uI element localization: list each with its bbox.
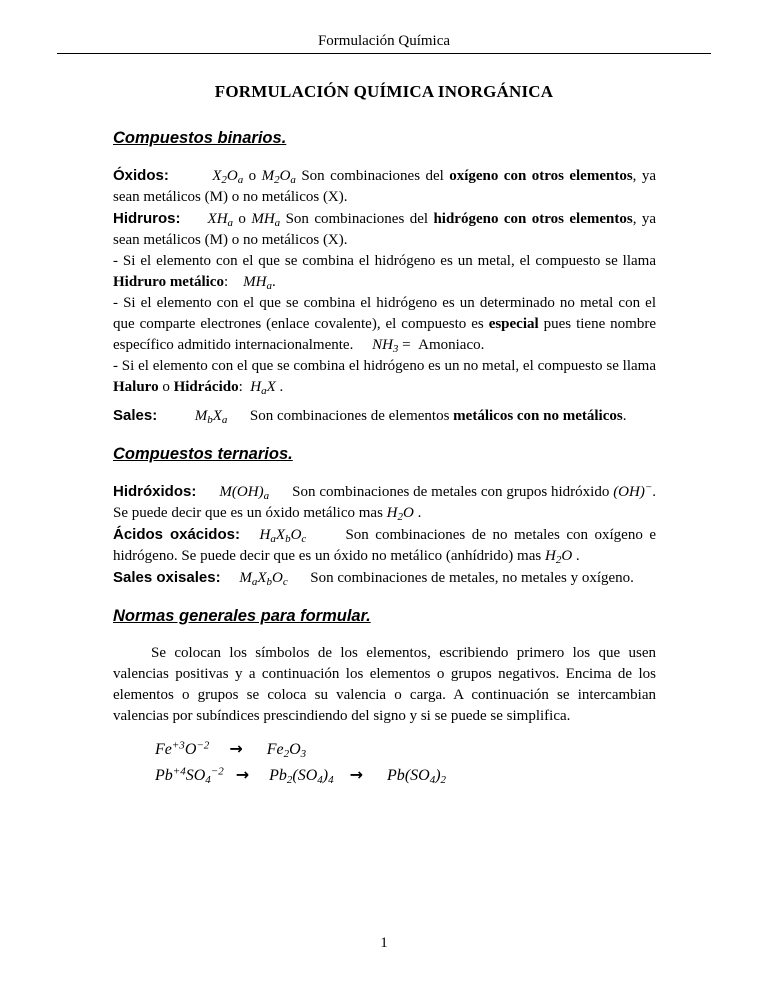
- paragraph: [113, 356, 656, 398]
- math-text-run: O: [279, 168, 291, 184]
- section-heading-compuestos-ternarios: Compuestos ternarios.: [113, 445, 293, 463]
- paragraph: [113, 524, 656, 567]
- sup-text-run: −: [644, 481, 653, 494]
- formula-line: [155, 736, 656, 762]
- plain-text-run: Se colocan los símbolos de los elementos, escribiendo primero los que usen valencias positivas y a continuación los elementos o grupos negativos. Encima de los elementos o grupos se coloca su valencia o carga. A continuación se intercambian valencias por subíndices prescindiendo del signo y si se puede se simplifica.: [113, 645, 656, 724]
- label-text-run: Sales oxisales:: [113, 569, 221, 586]
- plain-text-run: [196, 484, 219, 500]
- page-header: [57, 33, 711, 54]
- section-heading-normas-generales: Normas generales para formular.: [113, 607, 371, 625]
- math-text-run: O: [226, 168, 238, 184]
- math-text-run: O: [289, 741, 301, 758]
- math-text-run: X: [257, 570, 267, 586]
- page-number: 1: [380, 935, 388, 951]
- plain-text-run: [249, 767, 269, 784]
- math-text-run: Pb: [387, 767, 405, 784]
- plain-text-run: [181, 211, 208, 227]
- plain-text-run: [221, 570, 240, 586]
- sub-text-run: 2: [274, 174, 280, 186]
- plain-text-run: .: [275, 379, 284, 395]
- sub-text-run: 4: [429, 774, 436, 786]
- arrow-text-run: →: [229, 739, 243, 758]
- plain-text-run: , ya sean metálicos (M) o no metálicos (X).: [113, 211, 657, 248]
- section-compuestos-binarios: [113, 129, 656, 427]
- plain-text-run: [269, 484, 292, 500]
- paragraph: [113, 567, 656, 589]
- document-title: FORMULACIÓN QUÍMICA INORGÁNICA: [214, 82, 554, 101]
- plain-text-run: Son combinaciones de no metales con oxígeno e hidrógeno. Se puede decir que es un óxido no metálico (anhídrido) mas: [113, 527, 657, 564]
- math-text-run: (SO: [404, 767, 430, 784]
- plain-text-run: [243, 741, 267, 758]
- plain-text-run: [209, 741, 229, 758]
- math-text-run: H: [386, 505, 398, 521]
- plain-text-run: Son combinaciones de metales con grupos hidróxido: [292, 484, 614, 500]
- plain-text-run: [288, 570, 311, 586]
- label-text-run: Hidróxidos:: [113, 483, 197, 500]
- paragraph: [113, 251, 656, 293]
- sup-text-run: +3: [171, 739, 185, 752]
- plain-text-run: [306, 527, 345, 543]
- paragraph: [113, 405, 656, 427]
- sub-text-run: a: [227, 217, 234, 229]
- plain-text-run: llama: [622, 358, 656, 374]
- document-body: [113, 129, 656, 788]
- math-text-run: M: [239, 570, 252, 586]
- math-text-run: X: [212, 408, 222, 424]
- formula-line: [155, 762, 656, 788]
- math-text-run: ): [435, 767, 441, 784]
- sub-text-run: a: [221, 414, 228, 426]
- plain-text-run: [334, 767, 350, 784]
- plain-text-run: - Si el elemento con el que se combina el hidrógeno es un metal, el compuesto se llama: [113, 253, 656, 269]
- sub-text-run: 2: [283, 748, 290, 760]
- math-text-run: O: [290, 527, 302, 543]
- arrow-text-run: →: [349, 765, 364, 784]
- plain-text-run: Son combinaciones del: [280, 211, 434, 227]
- sub-text-run: 4: [205, 774, 211, 786]
- sup-text-run: −2: [196, 739, 210, 752]
- page-footer: [0, 935, 768, 952]
- sub-text-run: 2: [221, 174, 227, 186]
- math-text-run: M: [261, 168, 275, 184]
- paragraph: [113, 165, 656, 208]
- sub-text-run: a: [266, 280, 272, 292]
- math-text-run: (OH): [231, 484, 264, 500]
- math-text-run: SO: [185, 767, 206, 784]
- math-text-run: H: [259, 527, 271, 543]
- math-text-run: Fe: [266, 741, 284, 758]
- plain-text-run: . Se puede decir que es un óxido metálico mas: [113, 484, 657, 521]
- plain-text-run: Son combinaciones del: [295, 168, 450, 184]
- paragraph: [113, 481, 656, 524]
- plain-text-run: [227, 408, 250, 424]
- plain-text-run: :: [238, 379, 251, 395]
- sub-text-run: a: [251, 576, 258, 588]
- plain-text-run: o: [233, 211, 252, 227]
- plain-text-run: [363, 767, 387, 784]
- header-rule: [57, 53, 711, 54]
- math-text-run: O: [561, 548, 573, 564]
- label-text-run: Óxidos:: [113, 167, 169, 184]
- plain-text-run: .: [413, 505, 422, 521]
- math-text-run: O: [184, 741, 197, 758]
- sub-text-run: a: [274, 217, 281, 229]
- sub-text-run: c: [282, 576, 288, 588]
- math-text-run: O: [403, 505, 414, 521]
- plain-text-run: - Si el elemento con el que se combina el hidrógeno es un determinado no metal con el que comparte electrones (enlace covalente), el compuesto es: [113, 295, 656, 332]
- paragraph: [113, 293, 656, 356]
- plain-text-run: pues tiene nombre específico admitido internacionalmente.: [113, 316, 657, 353]
- paragraph: [113, 208, 656, 251]
- label-text-run: Sales:: [113, 407, 158, 424]
- plain-text-run: , ya sean metálicos (M) o no metálicos (X).: [113, 168, 656, 205]
- plain-text-run: [169, 168, 212, 184]
- plain-text-run: Son combinaciones de metales, no metales y oxígeno.: [310, 570, 634, 586]
- plain-text-run: .: [622, 408, 627, 424]
- arrow-text-run: →: [235, 765, 250, 784]
- plain-text-run: :: [223, 274, 244, 290]
- sub-text-run: a: [263, 490, 270, 502]
- math-text-run: X: [212, 168, 222, 184]
- math-text-run: X: [275, 527, 286, 543]
- math-text-run: XH: [207, 211, 228, 227]
- math-text-run: H: [250, 379, 262, 395]
- math-text-run: O: [272, 570, 283, 586]
- bold-text-run: oxígeno con otros elementos: [449, 168, 633, 184]
- bold-text-run: Hidruro metálico: [113, 274, 224, 290]
- math-text-run: MH: [251, 211, 275, 227]
- section-normas-generales: [113, 607, 656, 788]
- plain-text-run: = Amoniaco.: [398, 337, 485, 353]
- math-text-run: M: [194, 408, 208, 424]
- section-compuestos-ternarios: [113, 445, 656, 589]
- sub-text-run: 2: [440, 774, 447, 786]
- plain-text-run: - Si el elemento con el que se combina el hidrógeno es un no metal, el compuesto se: [113, 358, 623, 374]
- sub-text-run: 3: [392, 343, 399, 355]
- paragraph: [113, 643, 656, 727]
- plain-text-run: [240, 527, 260, 543]
- sub-text-run: 3: [300, 748, 307, 760]
- plain-text-run: [157, 408, 195, 424]
- plain-text-run: o: [158, 379, 174, 395]
- running-header-title: Formulación Química: [317, 33, 451, 49]
- sub-text-run: 2: [555, 554, 562, 566]
- plain-text-run: o: [243, 168, 262, 184]
- math-text-run: Pb: [269, 767, 287, 784]
- math-text-run: X: [266, 379, 276, 395]
- bold-text-run: especial: [488, 316, 539, 332]
- math-text-run: Fe: [155, 741, 172, 758]
- sub-text-run: 4: [317, 774, 323, 786]
- sub-text-run: a: [290, 174, 296, 186]
- bold-text-run: hidrógeno con otros elementos: [433, 211, 633, 227]
- sub-text-run: a: [237, 174, 244, 186]
- sub-text-run: 2: [397, 511, 404, 523]
- sub-text-run: b: [207, 414, 213, 426]
- bold-text-run: metálicos con no metálicos: [453, 408, 623, 424]
- math-text-run: NH: [372, 337, 393, 353]
- label-text-run: Ácidos oxácidos:: [113, 526, 240, 543]
- math-text-run: (SO: [292, 767, 318, 784]
- math-text-run: M: [219, 484, 232, 500]
- sub-text-run: a: [261, 385, 267, 397]
- sub-text-run: 2: [286, 774, 293, 786]
- section-heading-compuestos-binarios: Compuestos binarios.: [113, 129, 287, 147]
- math-text-run: (OH): [613, 484, 645, 500]
- sub-text-run: c: [301, 533, 307, 545]
- math-text-run: ): [322, 767, 329, 784]
- sup-text-run: −2: [210, 765, 224, 778]
- plain-text-run: .: [271, 274, 276, 290]
- math-text-run: Pb: [155, 767, 173, 784]
- label-text-run: Hidruros:: [113, 210, 181, 227]
- sub-text-run: b: [285, 533, 291, 545]
- bold-text-run: Haluro: [113, 379, 159, 395]
- plain-text-run: Son combinaciones de elementos: [249, 408, 454, 424]
- math-text-run: MH: [243, 274, 267, 290]
- sub-text-run: 4: [328, 774, 334, 786]
- sub-text-run: a: [270, 533, 276, 545]
- math-text-run: H: [544, 548, 556, 564]
- plain-text-run: .: [572, 548, 580, 564]
- bold-text-run: Hidrácido: [173, 379, 239, 395]
- sup-text-run: +4: [172, 765, 186, 778]
- plain-text-run: [224, 767, 236, 784]
- sub-text-run: b: [266, 576, 272, 588]
